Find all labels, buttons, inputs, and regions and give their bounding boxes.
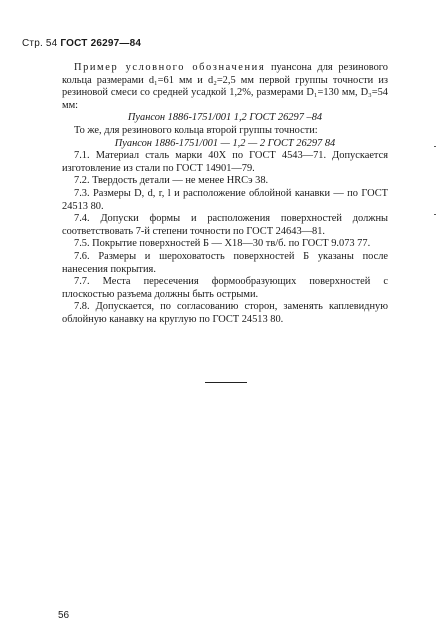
clause-7-7: 7.7. Места пересечения формообразующих поверхностей с плоскостью разъема должны быть острыми. [62,276,388,300]
clause-7-6: 7.6. Размеры и шероховатость поверхностей Б указаны после нанесения покрытия. [62,250,388,275]
clause-7-5: 7.5. Покрытие поверхностей Б — Х18—30 тв/б. по ГОСТ 9.073 77. [74,238,371,250]
same-line-text: То же, для резинового кольца второй группы точности: [74,124,318,136]
designation-second: Пуансон 1886-1751/001 — 1,2 — 2 ГОСТ 26297 84 [114,137,336,149]
page-header [22,38,141,49]
example-text: пуансона для резинового кольца размерами d₁=61 мм и d₂=2,5 мм первой группы точности из резиновой смеси со средней усадкой 1,2%, размерами D₁=130 мм, D₃=54 мм: [62,62,388,111]
clause-7-1: 7.1. Материал сталь марки 40Х по ГОСТ 4543—71. Допускается изготовление из стали по ГОСТ 14901—79. [62,150,388,174]
page-number: 56 [58,610,70,621]
designation-first: Пуансон 1886-1751/001 1,2 ГОСТ 26297 –84 [127,112,323,124]
clause-7-8: 7.8. Допускается, по согласованию сторон, заменять каплевидную облойную канавку на круглую по ГОСТ 24513 80. [62,301,388,325]
example-label: Пример условного обозначения [74,62,266,73]
section-divider [205,382,247,383]
clause-7-2: 7.2. Твердость детали — не менее HRCэ 38. [74,175,269,187]
clause-7-3: 7.3. Размеры D, d, r, l и расположение облойной канавки — по ГОСТ 24513 80. [62,187,388,212]
header-standard-id: ГОСТ 26297—84 [60,38,142,49]
document-body [62,62,388,326]
margin-mark [434,214,436,215]
header-page-label: Стр. 54 [22,38,61,49]
clause-7-4: 7.4. Допуски формы и расположения поверхностей должны соответствовать 7-й степени точности по ГОСТ 24643—81. [62,213,388,237]
example-paragraph [62,62,388,112]
margin-mark [434,146,436,147]
